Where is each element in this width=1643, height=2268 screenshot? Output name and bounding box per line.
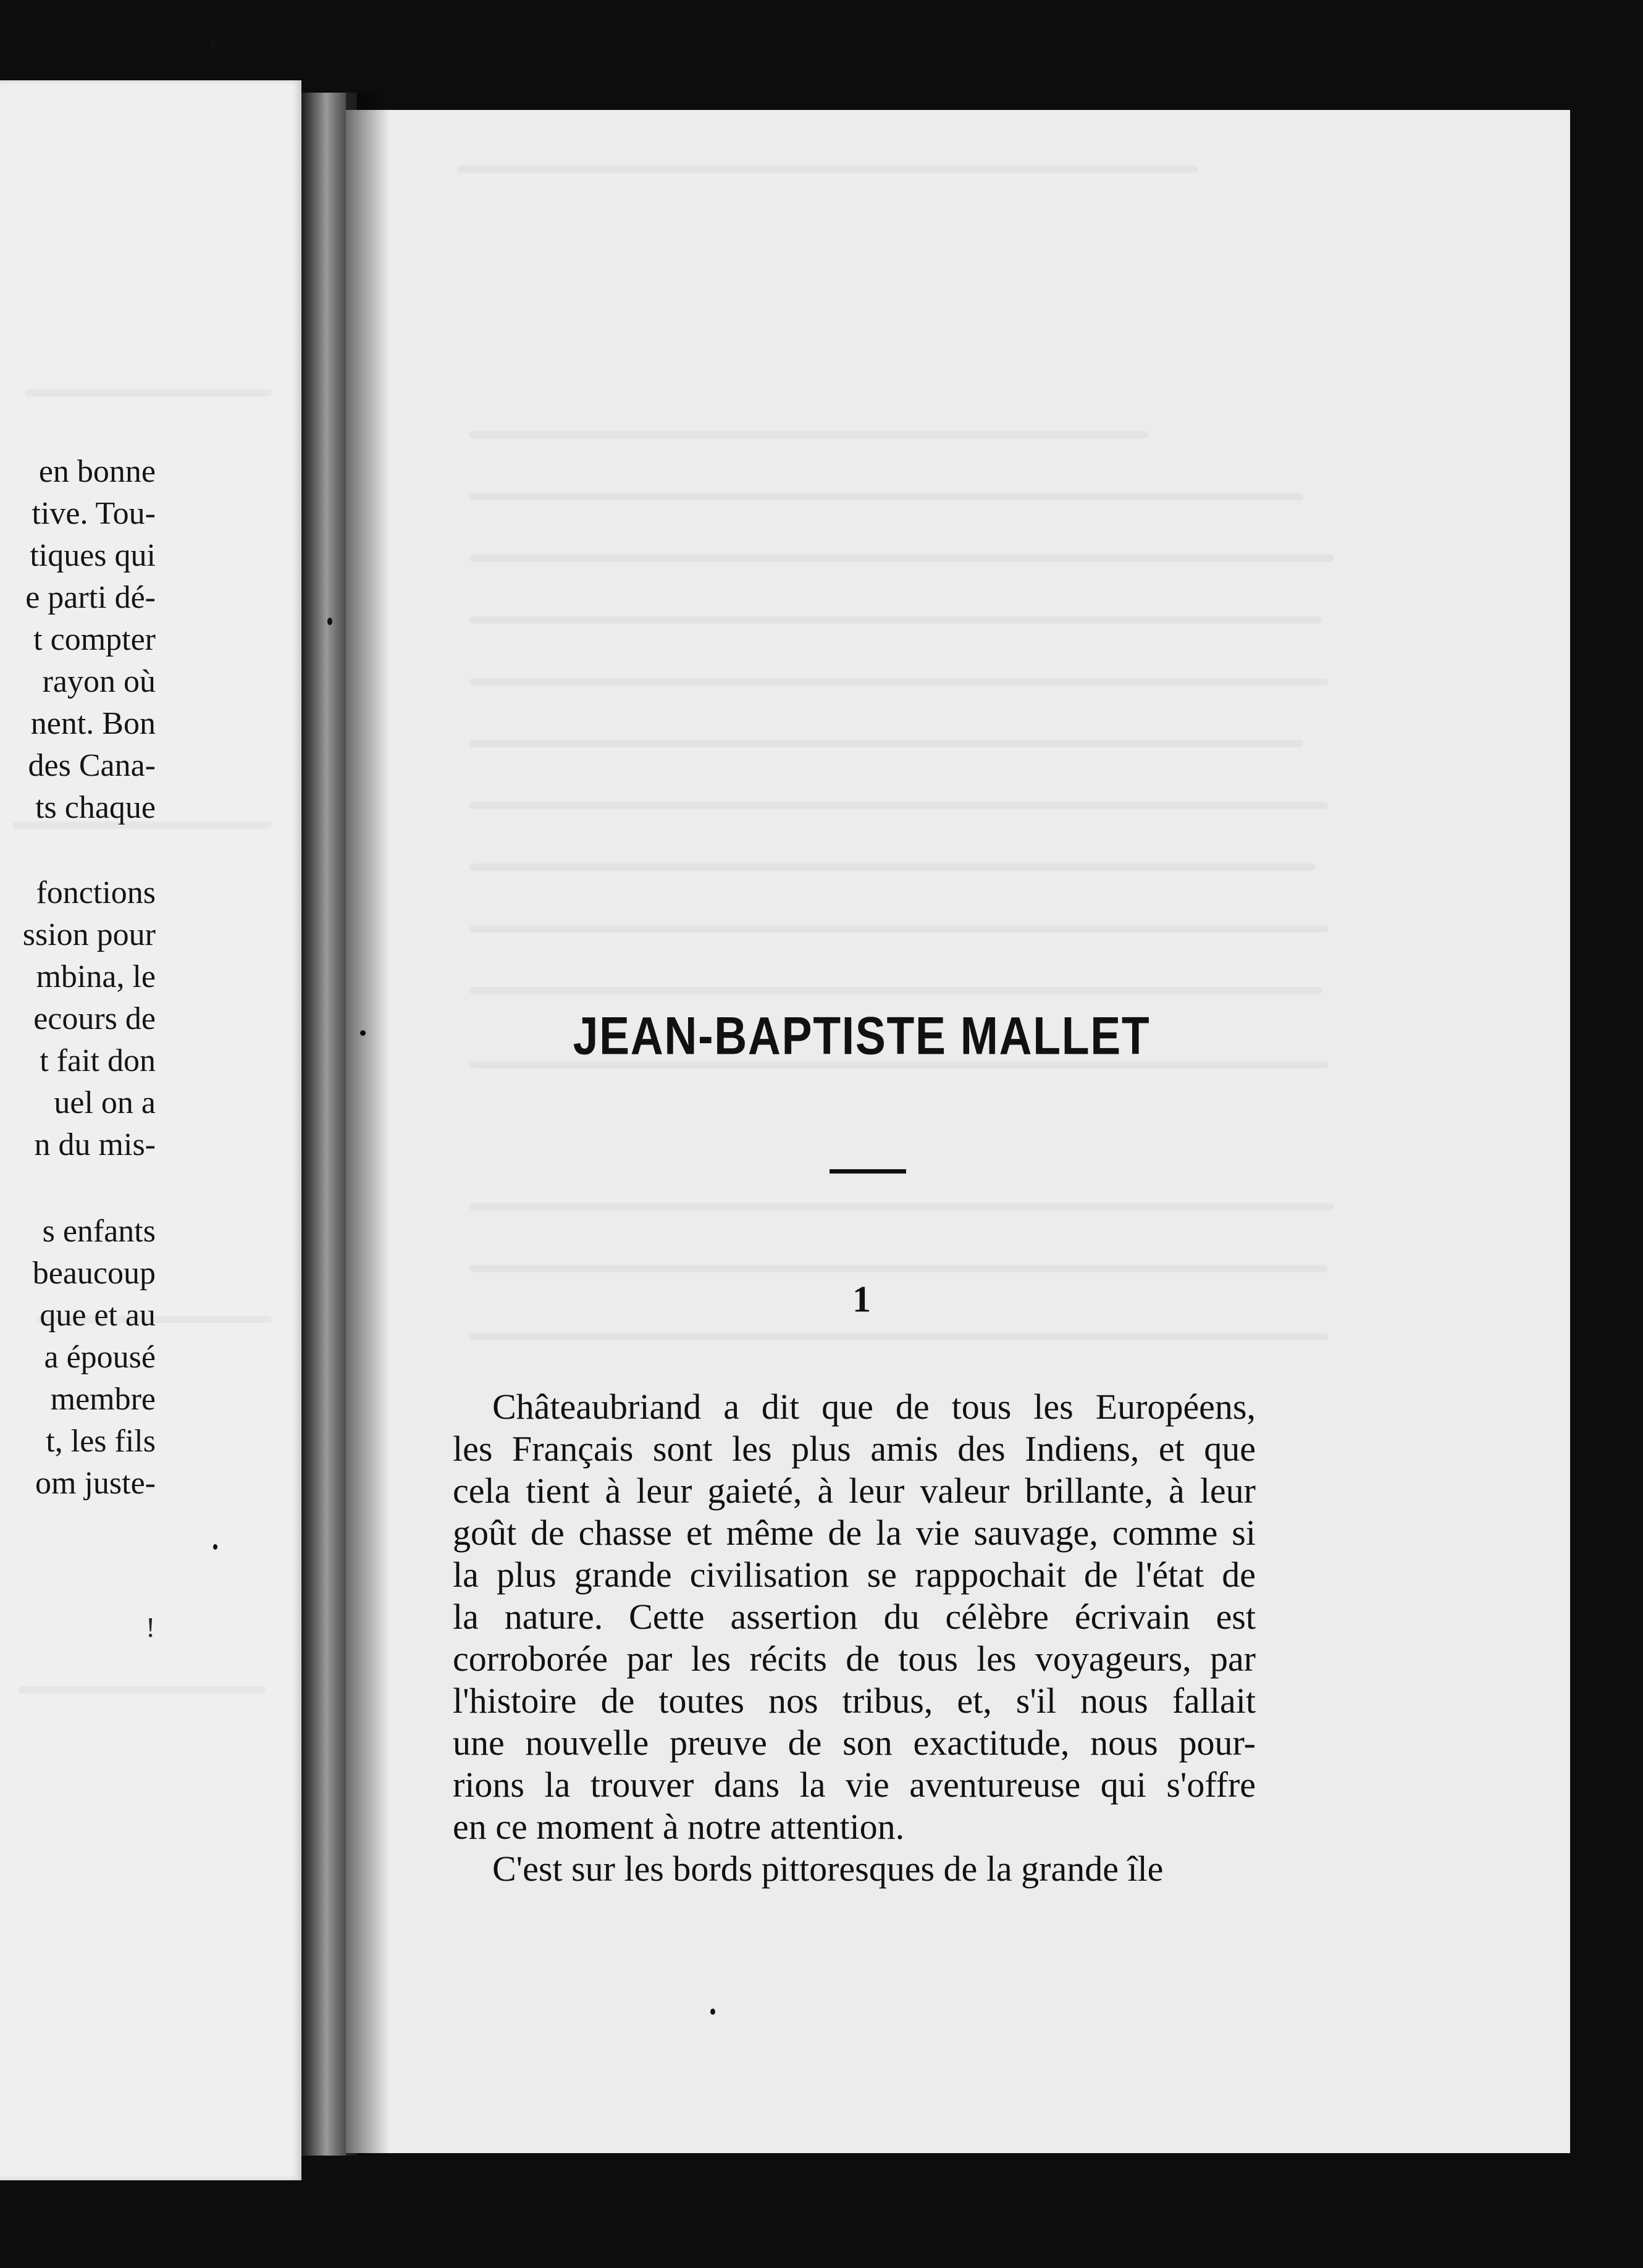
bleed-through-mark — [457, 166, 1198, 173]
gutter-shadow — [346, 93, 389, 2156]
body-line: corroborée par les récits de tous les voyageurs, par — [453, 1639, 1256, 1679]
chapter-title: JEAN-BAPTISTE MALLET — [573, 1006, 1151, 1066]
left-page-line: nent. Bon — [30, 706, 156, 741]
left-page-line: a épousé — [44, 1340, 156, 1375]
bleed-through-mark — [469, 555, 1334, 562]
body-line: la plus grande civilisation se rappochait de l'état de — [453, 1555, 1256, 1595]
body-line: la nature. Cette assertion du célèbre écrivain est — [453, 1597, 1256, 1637]
body-line: cela tient à leur gaieté, à leur valeur brillante, à leur — [453, 1471, 1256, 1511]
body-line: Châteaubriand a dit que de tous les Européens, — [492, 1387, 1256, 1427]
left-page-line: en bonne — [38, 454, 156, 489]
bleed-through-mark — [469, 616, 1322, 624]
left-page-line: fonctions — [36, 875, 156, 910]
left-page-line: s enfants — [42, 1214, 156, 1249]
left-page-line: e parti dé- — [25, 580, 156, 615]
bleed-through-mark — [469, 431, 1149, 439]
bleed-through-mark — [469, 493, 1303, 500]
left-page-line: des Cana- — [28, 748, 156, 783]
bleed-through-mark — [469, 863, 1316, 871]
bleed-through-mark — [469, 1265, 1328, 1272]
bleed-through-mark — [469, 1203, 1334, 1211]
left-page-line: t, les fils — [46, 1424, 156, 1459]
left-page-line: ssion pour — [22, 917, 156, 952]
left-page-line: tiques qui — [30, 538, 156, 573]
left-page-line: que et au — [40, 1298, 156, 1333]
left-page-line: ts chaque — [35, 790, 156, 825]
title-rule — [830, 1169, 906, 1174]
scan-speck — [210, 38, 216, 49]
left-margin-mark: ! — [146, 1611, 156, 1643]
bleed-through-mark — [469, 1333, 1328, 1340]
scan-speck — [710, 2009, 715, 2015]
left-page-line: ecours de — [33, 1001, 156, 1036]
body-line: les Français sont les plus amis des Indiens, et que — [453, 1429, 1256, 1469]
left-page-line: t fait don — [40, 1043, 156, 1078]
left-page-line: t compter — [33, 622, 156, 657]
bleed-through-mark — [469, 740, 1303, 747]
scan-speck — [908, 15, 912, 19]
chapter-body-text — [453, 1386, 1256, 1890]
body-line: en ce moment à notre attention. — [453, 1807, 905, 1847]
left-page-line: om juste- — [35, 1466, 156, 1501]
body-line: une nouvelle preuve de son exactitude, nous pour- — [453, 1723, 1256, 1763]
section-number: 1 — [852, 1279, 871, 1320]
bleed-through-mark — [19, 1686, 266, 1694]
bleed-through-mark — [469, 987, 1322, 994]
body-line: goût de chasse et même de la vie sauvage, comme si — [453, 1513, 1256, 1553]
left-page-line: n du mis- — [34, 1127, 156, 1162]
body-line: rions la trouver dans la vie aventureuse qui s'offre — [453, 1765, 1256, 1805]
body-line: C'est sur les bords pittoresques de la grande île — [492, 1849, 1164, 1889]
left-page-line: beaucoup — [32, 1256, 156, 1291]
bleed-through-mark — [469, 802, 1328, 809]
scan-speck — [327, 618, 332, 625]
left-page-line: mbina, le — [36, 959, 156, 994]
scan-speck — [213, 1544, 217, 1550]
bleed-through-mark — [25, 389, 272, 397]
left-page-line: tive. Tou- — [32, 496, 156, 531]
left-page-line: rayon où — [42, 664, 156, 699]
bleed-through-mark — [469, 925, 1328, 933]
left-page-line: uel on a — [54, 1085, 156, 1120]
left-page-line: membre — [50, 1382, 156, 1417]
body-line: l'histoire de toutes nos tribus, et, s'il nous fallait — [453, 1681, 1256, 1721]
bleed-through-mark — [469, 678, 1328, 686]
